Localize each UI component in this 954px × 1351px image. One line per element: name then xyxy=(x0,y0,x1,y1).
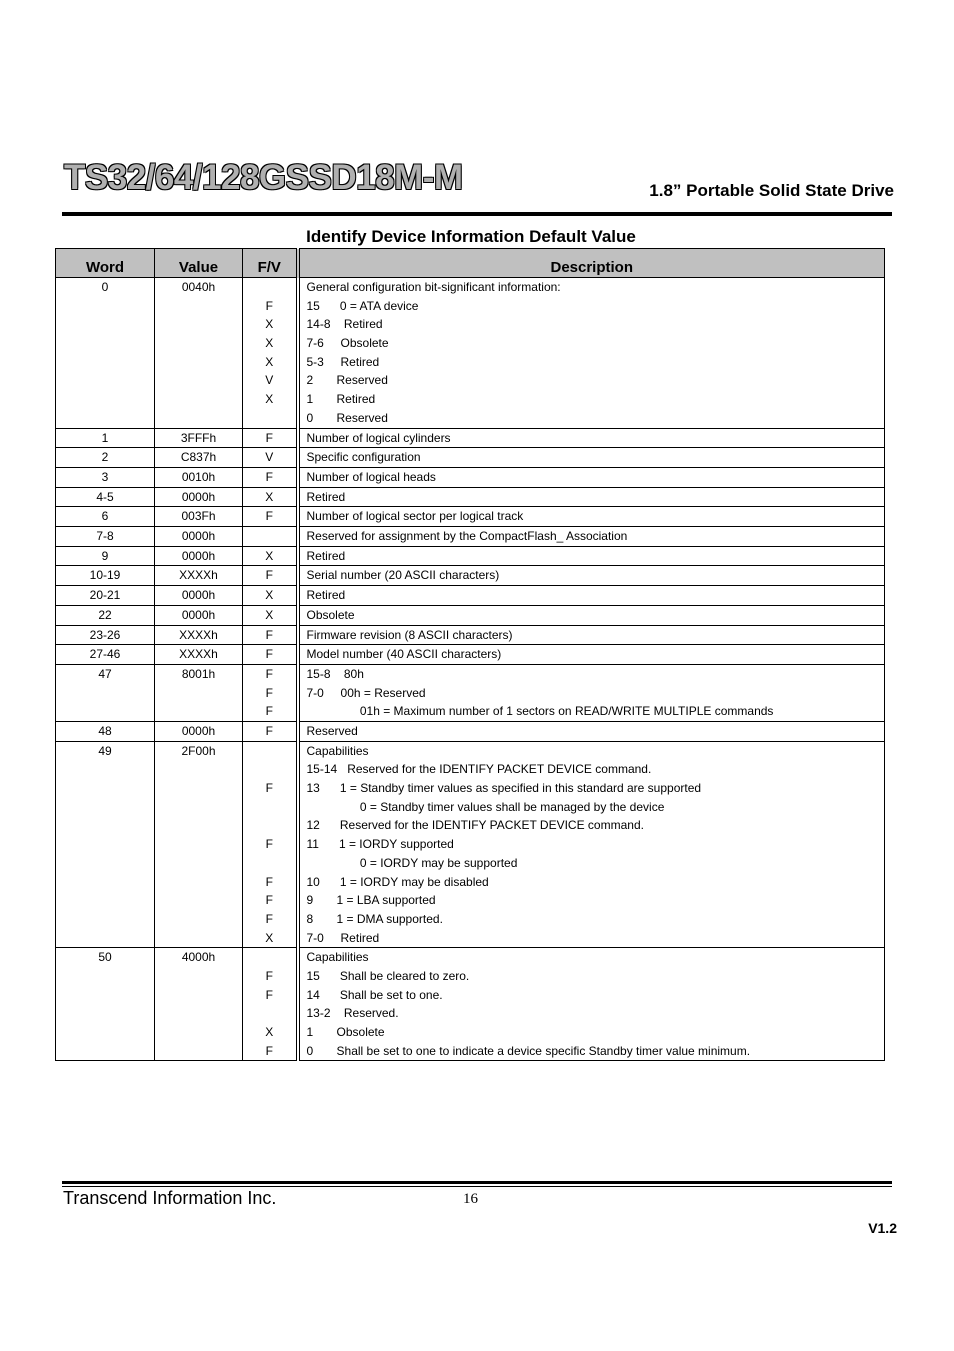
description-line: Obsolete xyxy=(306,607,355,622)
description-cell xyxy=(298,948,885,1061)
fv-flag: X xyxy=(265,317,274,332)
description-line: Retired xyxy=(306,548,346,563)
table-row xyxy=(56,741,885,948)
word-cell: 49 xyxy=(56,741,155,948)
value-cell: C837h xyxy=(155,448,243,468)
fv-flag: V xyxy=(265,450,274,465)
fv-flag: X xyxy=(265,489,274,504)
fv-flag: F xyxy=(265,430,273,445)
footer-rule xyxy=(62,1181,892,1184)
description-line: 2 Reserved xyxy=(306,373,388,388)
description-line: Number of logical cylinders xyxy=(306,430,451,445)
description-line: Serial number (20 ASCII characters) xyxy=(306,568,500,583)
fv-flag xyxy=(243,409,296,428)
value-cell: 8001h xyxy=(155,664,243,721)
description-line: 13-2 Reserved. xyxy=(306,1006,399,1021)
description-cell xyxy=(298,467,885,487)
description-cell xyxy=(298,487,885,507)
fv-flag: X xyxy=(265,392,274,407)
description-cell xyxy=(298,527,885,547)
description-cell xyxy=(298,448,885,468)
description-line: Capabilities xyxy=(306,743,369,758)
word-cell: 2 xyxy=(56,448,155,468)
description-cell xyxy=(298,645,885,665)
fv-flag xyxy=(243,742,296,761)
fv-flag: F xyxy=(265,781,273,796)
description-cell xyxy=(298,722,885,742)
fv-flag: F xyxy=(265,968,273,983)
description-line: Reserved for assignment by the CompactFlash_ Association xyxy=(306,529,628,544)
fv-flag: X xyxy=(265,588,274,603)
table-row xyxy=(56,605,885,625)
table-row xyxy=(56,487,885,507)
fv-cell xyxy=(243,507,298,527)
value-cell: 0000h xyxy=(155,605,243,625)
version-label: V1.2 xyxy=(868,1220,897,1236)
fv-flag: X xyxy=(265,930,274,945)
page-number: 16 xyxy=(463,1191,478,1207)
description-line: 0 Reserved xyxy=(306,410,388,425)
table-header-row xyxy=(56,249,885,278)
fv-cell xyxy=(243,487,298,507)
table-row xyxy=(56,448,885,468)
fv-flag: V xyxy=(265,373,274,388)
fv-flag: F xyxy=(265,627,273,642)
fv-cell xyxy=(243,664,298,721)
fv-flag: F xyxy=(265,469,273,484)
fv-flag: X xyxy=(265,336,274,351)
value-cell: 4000h xyxy=(155,948,243,1061)
word-cell: 50 xyxy=(56,948,155,1061)
value-cell: XXXXh xyxy=(155,566,243,586)
table-row xyxy=(56,586,885,606)
description-line: Retired xyxy=(306,489,346,504)
column-header-value: Value xyxy=(155,249,243,278)
word-cell: 6 xyxy=(56,507,155,527)
fv-flag xyxy=(243,278,296,297)
fv-flag xyxy=(243,527,296,546)
value-cell: 003Fh xyxy=(155,507,243,527)
fv-cell xyxy=(243,625,298,645)
footer-rule-thin xyxy=(62,1186,892,1187)
fv-cell xyxy=(243,605,298,625)
table-row xyxy=(56,948,885,1061)
description-line: 7-0 Retired xyxy=(306,930,380,945)
fv-flag: X xyxy=(265,607,274,622)
description-line: 15-14 Reserved for the IDENTIFY PACKET DEVICE command. xyxy=(306,762,652,777)
word-cell: 20-21 xyxy=(56,586,155,606)
value-cell: 0010h xyxy=(155,467,243,487)
fv-flag: F xyxy=(265,1043,273,1058)
table-row xyxy=(56,645,885,665)
fv-flag: F xyxy=(265,911,273,926)
fv-cell xyxy=(243,527,298,547)
description-line: Capabilities xyxy=(306,950,369,965)
value-cell: 0000h xyxy=(155,527,243,547)
fv-flag: F xyxy=(265,893,273,908)
value-cell: 0000h xyxy=(155,586,243,606)
fv-cell xyxy=(243,546,298,566)
fv-flag: F xyxy=(265,724,273,738)
description-line: Specific configuration xyxy=(306,450,421,465)
description-line: 15 0 = ATA device xyxy=(306,298,419,313)
fv-cell xyxy=(243,448,298,468)
description-line: 15-8 80h xyxy=(306,666,364,681)
fv-flag: X xyxy=(265,1025,274,1040)
word-cell: 48 xyxy=(56,722,155,742)
description-line: Model number (40 ASCII characters) xyxy=(306,647,502,662)
description-cell xyxy=(298,664,885,721)
document-subtitle: 1.8” Portable Solid State Drive xyxy=(649,181,894,200)
table-row xyxy=(56,546,885,566)
table-row xyxy=(56,428,885,448)
column-header-description: Description xyxy=(298,249,885,278)
description-cell xyxy=(298,741,885,948)
fv-cell xyxy=(243,586,298,606)
description-line: 9 1 = LBA supported xyxy=(306,893,436,908)
fv-cell xyxy=(243,467,298,487)
value-cell: XXXXh xyxy=(155,625,243,645)
description-line: General configuration bit-significant information: xyxy=(306,280,561,294)
fv-flag: F xyxy=(265,298,273,313)
description-cell xyxy=(298,586,885,606)
fv-flag: F xyxy=(265,666,273,681)
word-cell: 27-46 xyxy=(56,645,155,665)
description-line: 01h = Maximum number of 1 sectors on READ/WRITE MULTIPLE commands xyxy=(306,704,774,719)
value-cell: 0000h xyxy=(155,546,243,566)
word-cell: 1 xyxy=(56,428,155,448)
fv-cell xyxy=(243,428,298,448)
column-header-word: Word xyxy=(56,249,155,278)
description-line: 0 = IORDY may be supported xyxy=(306,855,518,870)
table-row xyxy=(56,278,885,429)
description-cell xyxy=(298,507,885,527)
description-line: 13 1 = Standby timer values as specified in this standard are supported xyxy=(306,781,702,796)
table-row xyxy=(56,664,885,721)
description-line: Reserved xyxy=(306,724,358,738)
identify-device-table xyxy=(55,248,885,1061)
fv-cell xyxy=(243,645,298,665)
word-cell: 0 xyxy=(56,278,155,429)
table-row xyxy=(56,527,885,547)
word-cell: 3 xyxy=(56,467,155,487)
description-line: Number of logical sector per logical track xyxy=(306,509,524,524)
description-cell xyxy=(298,546,885,566)
word-cell: 7-8 xyxy=(56,527,155,547)
description-line: 7-6 Obsolete xyxy=(306,336,389,351)
description-line: Firmware revision (8 ASCII characters) xyxy=(306,627,513,642)
fv-cell xyxy=(243,741,298,948)
table-row xyxy=(56,467,885,487)
value-cell: 0000h xyxy=(155,722,243,742)
table-body xyxy=(56,278,885,1061)
value-cell: 3FFFh xyxy=(155,428,243,448)
document-title: TS32/64/128GSSD18M-M xyxy=(64,158,463,197)
description-cell xyxy=(298,605,885,625)
description-line: 14-8 Retired xyxy=(306,317,383,332)
fv-cell xyxy=(243,948,298,1061)
fv-flag: F xyxy=(265,704,273,719)
description-line: 15 Shall be cleared to zero. xyxy=(306,968,470,983)
fv-flag: F xyxy=(265,874,273,889)
fv-flag xyxy=(243,760,296,779)
description-cell xyxy=(298,566,885,586)
word-cell: 22 xyxy=(56,605,155,625)
footer-company: Transcend Information Inc. xyxy=(63,1188,277,1208)
table-row xyxy=(56,566,885,586)
description-line: Retired xyxy=(306,588,346,603)
fv-flag: X xyxy=(265,354,274,369)
fv-flag xyxy=(243,948,296,967)
value-cell: 0000h xyxy=(155,487,243,507)
header-rule xyxy=(62,212,892,216)
description-line: 7-0 00h = Reserved xyxy=(306,685,426,700)
fv-cell xyxy=(243,278,298,429)
fv-flag: X xyxy=(265,548,274,563)
description-cell xyxy=(298,625,885,645)
description-cell xyxy=(298,278,885,429)
value-cell: 0040h xyxy=(155,278,243,429)
table-row xyxy=(56,507,885,527)
value-cell: 2F00h xyxy=(155,741,243,948)
word-cell: 9 xyxy=(56,546,155,566)
description-line: 1 Retired xyxy=(306,392,376,407)
fv-flag xyxy=(243,798,296,817)
description-line: 0 = Standby timer values shall be managed by the device xyxy=(306,799,665,814)
fv-flag: F xyxy=(265,647,273,662)
word-cell: 47 xyxy=(56,664,155,721)
description-line: 12 Reserved for the IDENTIFY PACKET DEVICE command. xyxy=(306,818,644,833)
value-cell: XXXXh xyxy=(155,645,243,665)
description-line: 10 1 = IORDY may be disabled xyxy=(306,874,489,889)
description-cell xyxy=(298,428,885,448)
word-cell: 23-26 xyxy=(56,625,155,645)
description-line: 5-3 Retired xyxy=(306,354,380,369)
fv-flag: F xyxy=(265,509,273,524)
description-line: Number of logical heads xyxy=(306,469,436,484)
fv-flag: F xyxy=(265,685,273,700)
table-row xyxy=(56,722,885,742)
fv-flag: F xyxy=(265,837,273,852)
table-row xyxy=(56,625,885,645)
fv-flag: F xyxy=(265,568,273,583)
description-line: 14 Shall be set to one. xyxy=(306,987,443,1002)
word-cell: 10-19 xyxy=(56,566,155,586)
column-header-fv: F/V xyxy=(243,249,298,278)
description-line: 8 1 = DMA supported. xyxy=(306,911,443,926)
fv-flag xyxy=(243,854,296,873)
fv-cell xyxy=(243,566,298,586)
table-title: Identify Device Information Default Value xyxy=(306,227,636,246)
fv-flag: F xyxy=(265,987,273,1002)
fv-cell xyxy=(243,722,298,742)
description-line: 1 Obsolete xyxy=(306,1025,385,1040)
word-cell: 4-5 xyxy=(56,487,155,507)
fv-flag xyxy=(243,816,296,835)
fv-flag xyxy=(243,1004,296,1023)
description-line: 11 1 = IORDY supported xyxy=(306,837,454,852)
description-line: 0 Shall be set to one to indicate a device specific Standby timer value minimum. xyxy=(306,1043,751,1058)
